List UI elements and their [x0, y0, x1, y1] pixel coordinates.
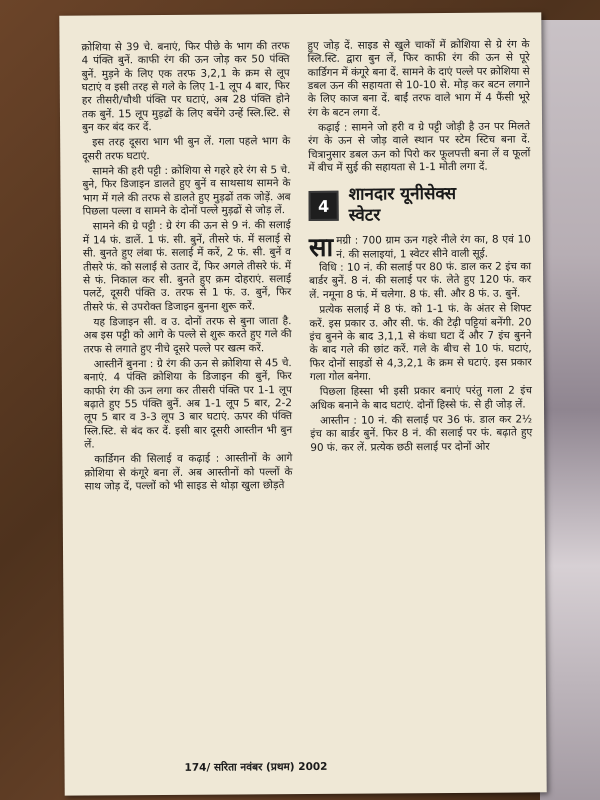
right-para-2: कढ़ाई : सामने जो हरी व ग्रे पट्टी जोड़ी है उन पर मिलते रंग के ऊन से जोड़ वाले स्थान पर स्टेम स्टिच बना दें. चित्रानुसार डबल ऊन को पिरो कर फूलपत्ती बना लें व फूलों में बीच में सुई की सहायता से 1-1 मोती लगा दें.: [308, 120, 531, 175]
left-column: [81, 40, 292, 496]
left-para-2: इस तरह दूसरा भाग भी बुन लें. गला पहले भाग के दूसरी तरफ घटाएं.: [82, 135, 291, 163]
left-para-3: सामने की हरी पट्टी : क्रोशिया से गहरे हरे रंग से 5 चे. बुने, फिर डिजाइन डालते हुए बुनें व साथसाथ सामने के भाग में गले की तरफ से डालते हुए मुड़ढों तक जोड़ें. अब पिछला पल्ला व सामने के दोनों पल्ले मुड़ढों से जोड़ लें.: [82, 164, 291, 218]
right-para-1: हुए जोड़ दें. साइड से खुले चाकों में क्रोशिया से ग्रे रंग के स्लि.स्टि. द्वारा बुन लें, फिर काफी रंग की ऊन से पूरे कार्डिगन में कंगूरे बना दें. सामने के दाएं पल्ले पर क्रोशिया से डबल ऊन की सहायता से 10-10 से. मोड़ कर बटन लगाने के लिए काज बना दें. बाईं तरफ वाले भाग में 4 फैंसी भूरे रंग के बटन लगा दें.: [307, 38, 530, 119]
section-title: [348, 184, 456, 227]
left-para-1: क्रोशिया से 39 चे. बनाएं, फिर पीछे के भाग की तरफ 4 पंक्ति बुनें. काफी रंग की ऊन जोड़ कर 50 पंक्ति बुनें. मुड़ने के लिए एक तरफ 3,2,1 के क्रम से लूप घटाएं व इसी तरह से गले के लिए 1-1 लूप 4 बार, फिर हर तीसरी/चौथी पंक्ति पर घटाएं, अब 28 पंक्ति होने तक बुनें. 15 लूप मुड़ढों के लिए बचेंगे उन्हें स्लि.स्टि. से बुन कर बंद कर दें.: [81, 40, 291, 134]
materials-text: मग्री : 700 ग्राम ऊन गहरे नीले रंग का, 8 एवं 10 नं. की सलाइयां, 1 स्वेटर सीने वाली सूई.: [336, 233, 531, 261]
section-title-line-1: शानदार यूनीसेक्स: [348, 184, 457, 206]
right-column: [307, 38, 532, 456]
page-footer: 174/ सरिता नवंबर (प्रथम) 2002: [184, 760, 328, 774]
section-heading: [308, 184, 530, 228]
shift-para: प्रत्येक सलाई में 8 फं. को 1-1 फं. के अंतर से शिफ्ट करें. इस प्रकार उ. और सी. फं. की टेढ़ी पट्टियां बनेंगी. 20 इंच बुनने के बाद 3,1,1 से कंधा घटा दें और 7 इंच बुनने के बाद गले की छांट करें. गले के बीच से 10 फं. घटाएं, फिर दोनों साइडों से 4,3,2,1 के क्रम से घटाएं. इस प्रकार गला गोल बनेगा.: [309, 302, 532, 383]
section-number-badge: 4: [309, 191, 339, 221]
materials-paragraph: [309, 234, 531, 262]
drop-cap: सा: [308, 233, 334, 264]
method-para: विधि : 10 नं. की सलाई पर 80 फं. डाल कर 2 इंच का बार्डर बुनें. 8 नं. की सलाई पर फं. लेते हुए 120 फं. कर लें. नमूना 8 फं. में चलेगा. 8 फं. सी. और 8 फं. उ. बुनें.: [309, 260, 532, 301]
section-title-line-2: स्वेटर: [348, 205, 381, 227]
left-para-7: कार्डिगन की सिलाई व कढ़ाई : आस्तीनों के आगे क्रोशिया से कंगूरे बना लें. अब आस्तीनों को पल्लों के साथ जोड़ दें, पल्लों को भी साइड से थोड़ा खुला छोड़ते: [84, 452, 293, 493]
left-para-4: सामने की ग्रे पट्टी : ग्रे रंग की ऊन से 9 नं. की सलाई में 14 फं. डालें. 1 फं. सी. बुनें, तीसरे फं. में सलाई से सी. बुनते हुए लंबा फं. सलाई में करें, 2 फं. सी. बुनें व तीसरे फं. को सलाई से उतार दें, फिर अगले तीसरे फं. में से फं. निकाल कर सी. बुनते हुए क्रम दोहराएं. सलाई पलटें, दूसरी पंक्ति उ. तरफ से 1 फं. उ. बुनें, फिर तीसरे फं. से उपरोक्त डिजाइन बुनना शुरू करें.: [82, 219, 292, 314]
adjacent-page-photo: [540, 20, 600, 800]
left-para-6: आस्तीनें बुनना : ग्रे रंग की ऊन से क्रोशिया से 45 चे. बनाएं. 4 पंक्ति क्रोशिया के डिजाइन की बुनें, फिर काफी रंग की ऊन लगा कर तीसरी पंक्ति पर 1-1 लूप बढ़ाते हुए 55 पंक्ति बुनें. अब 1-1 लूप 5 बार, 2-2 लूप 5 बार व 3-3 लूप 3 बार घटाएं. ऊपर की पंक्ति स्लि.स्टि. से बंद कर दें. इसी बार दूसरी आस्तीन भी बुन लें.: [83, 356, 293, 451]
left-para-5: यह डिजाइन सी. व उ. दोनों तरफ से बुना जाता है. अब इस पट्टी को आगे के पल्ले से शुरू करते हुए गले की तरफ से लगाते हुए नीचे दूसरे पल्ले पर खत्म करें.: [83, 314, 292, 356]
sleeve-para: आस्तीन : 10 नं. की सलाई पर 36 फं. डाल कर 2½ इंच का बार्डर बुनें. फिर 8 नं. की सलाई पर फं. बढ़ाते हुए 90 फं. कर लें. प्रत्येक छठी सलाई पर दोनों ओर: [310, 413, 533, 454]
magazine-page: [59, 12, 546, 795]
back-para: पिछला हिस्सा भी इसी प्रकार बनाएं परंतु गला 2 इंच अधिक बनाने के बाद घटाएं. दोनों हिस्से फं. से ही जोड़ लें.: [309, 384, 532, 412]
